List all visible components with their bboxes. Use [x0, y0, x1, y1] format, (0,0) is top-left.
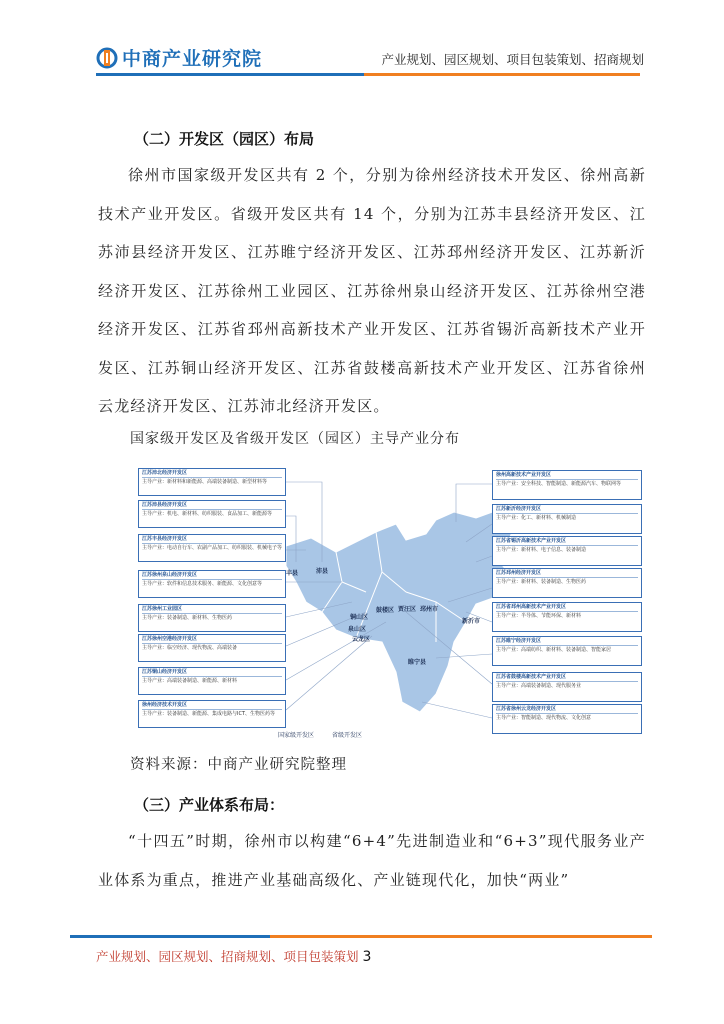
right-zone-box [492, 672, 642, 702]
map-label: 铜山区 [350, 614, 369, 621]
map-label: 沛县 [316, 568, 329, 575]
zone-box-title: 江苏新沂经济开发区 [496, 506, 638, 514]
right-zone-box [492, 536, 642, 566]
left-zone-box [138, 634, 286, 662]
logo-icon [96, 47, 118, 69]
footer-tagline: 产业规划、园区规划、招商规划、项目包装策划 [96, 949, 359, 964]
zone-box-text: 主导产业：化工、新材料、机械制造 [496, 515, 577, 521]
left-zone-box [138, 570, 286, 598]
zone-box-text: 主导产业：电动自行车、农副产品加工、纺织服装、机械电子等 [142, 545, 283, 551]
left-zone-box [138, 534, 286, 562]
zone-box-title: 江苏徐州工业园区 [142, 606, 282, 614]
zone-box-title: 江苏睢宁经济开发区 [496, 638, 638, 646]
zone-box-title: 江苏省鼓楼高新技术产业开发区 [496, 674, 638, 682]
left-zone-box [138, 468, 286, 496]
zone-box-title: 江苏省徐州云龙经济开发区 [496, 706, 638, 714]
zone-box-text: 主导产业：半导体、节能环保、新材料 [496, 613, 582, 619]
left-zone-box [138, 667, 286, 695]
zone-box-text: 主导产业：装备制造、新能源、集成电路与ICT、生物医药等 [142, 711, 276, 717]
section-title-development-zones: （二）开发区（园区）布局 [134, 130, 315, 148]
zone-box-title: 江苏省锡沂高新技术产业开发区 [496, 538, 638, 546]
page-number: 3 [362, 949, 372, 965]
footer [96, 947, 371, 965]
zone-box-text: 主导产业：智能制造、现代物流、文化创意 [496, 715, 592, 721]
left-zone-box [138, 604, 286, 632]
section-title-industry-system: （三）产业体系布局： [134, 796, 285, 814]
logo-text: 中商产业研究院 [122, 48, 263, 70]
legend-national: 国家级开发区 [278, 732, 315, 739]
data-source: 资料来源：中商产业研究院整理 [130, 757, 347, 773]
map-label: 贾汪区 [398, 606, 417, 613]
right-zone-box [492, 704, 642, 734]
zone-box-text: 主导产业：高端装备制造、现代服务业 [496, 683, 582, 689]
header-tagline: 产业规划、园区规划、项目包装策划、招商规划 [381, 52, 644, 67]
header-divider-orange [364, 73, 640, 76]
figure-caption: 国家级开发区及省级开发区（园区）主导产业分布 [130, 431, 460, 447]
right-zone-box [492, 602, 642, 632]
zone-distribution-map [136, 462, 644, 746]
left-zone-box [138, 500, 286, 528]
zone-box-title: 江苏丰县经济开发区 [142, 536, 282, 544]
footer-divider-orange [270, 935, 652, 938]
zone-box-title: 江苏省邳州高新技术产业开发区 [496, 604, 638, 612]
left-zone-box [138, 700, 286, 728]
map-label: 鼓楼区 [376, 607, 395, 614]
legend-provincial: 省级开发区 [332, 732, 363, 739]
zone-box-title: 江苏沛县经济开发区 [142, 502, 282, 510]
zone-box-text: 主导产业：装备制造、新材料、生物医药 [142, 615, 233, 621]
map-label: 丰县 [286, 570, 299, 577]
map-label: 邳州市 [420, 606, 439, 613]
zone-box-title: 江苏徐州空港经济开发区 [142, 636, 282, 644]
zone-box-text: 主导产业：新材料和新能源、高端装备制造、新型材料等 [142, 479, 268, 485]
right-zone-box [492, 504, 642, 534]
zone-box-title: 江苏邳州经济开发区 [496, 570, 638, 578]
zone-box-text: 主导产业：高端纺织、新材料、装备制造、智能家居 [496, 647, 612, 653]
map-label: 睢宁县 [408, 659, 427, 666]
zone-box-text: 主导产业：安全科技、智能制造、新能源汽车、物联网等 [496, 481, 622, 487]
zone-box-title: 徐州经济技术开发区 [142, 702, 282, 710]
zone-box-text: 主导产业：高端装备制造、新能源、新材料 [142, 678, 238, 684]
right-zone-box [492, 470, 642, 500]
zone-box-text: 主导产业：机电、新材料、纺织服装、食品加工、新能源等 [142, 511, 273, 517]
map-label: 新沂市 [462, 618, 481, 625]
right-zone-box [492, 636, 642, 666]
header-divider-blue [96, 73, 364, 76]
right-zone-box [492, 568, 642, 598]
zone-box-title: 江苏徐州泉山经济开发区 [142, 572, 282, 580]
map-label: 泉山区 [348, 626, 367, 633]
body-paragraph-zones: 徐州市国家级开发区共有 2 个，分别为徐州经济技术开发区、徐州高新技术产业开发区。省级开发区共有 14 个，分别为江苏丰县经济开发区、江苏沛县经济开发区、江苏睢宁经济开发区、江苏邳州经济开发区、江苏新沂经济开发区、江苏徐州工业园区、江苏徐州泉山经济开发区、江苏徐州空港经济开发区、江苏省邳州高新技术产业开发区、江苏省锡沂高新技术产业开发区、江苏铜山经济开发区、江苏省鼓楼高新技术产业开发区、江苏省徐州云龙经济开发区、江苏沛北经济开发区。 [98, 166, 646, 415]
zone-box-text: 主导产业：新材料、装备制造、生物医药 [496, 579, 587, 585]
zone-box-text: 主导产业：软件和信息技术服务、新能源、文化创意等 [142, 581, 263, 587]
body-paragraph-industry: “十四五”时期，徐州市以构建“6+4”先进制造业和“6+3”现代服务业产业体系为重点，推进产业基础高级化、产业链现代化，加快“两业” [98, 832, 646, 889]
company-logo [96, 44, 262, 71]
zone-box-text: 主导产业：临空经济、现代物流、高端装备 [142, 645, 238, 651]
footer-divider-blue [70, 935, 270, 938]
zone-box-title: 江苏沛北经济开发区 [142, 470, 282, 478]
zone-box-text: 主导产业：新材料、电子信息、装备制造 [496, 547, 587, 553]
map-label: 云龙区 [352, 636, 371, 643]
zone-box-title: 徐州高新技术产业开发区 [496, 472, 638, 480]
zone-box-title: 江苏铜山经济开发区 [142, 669, 282, 677]
